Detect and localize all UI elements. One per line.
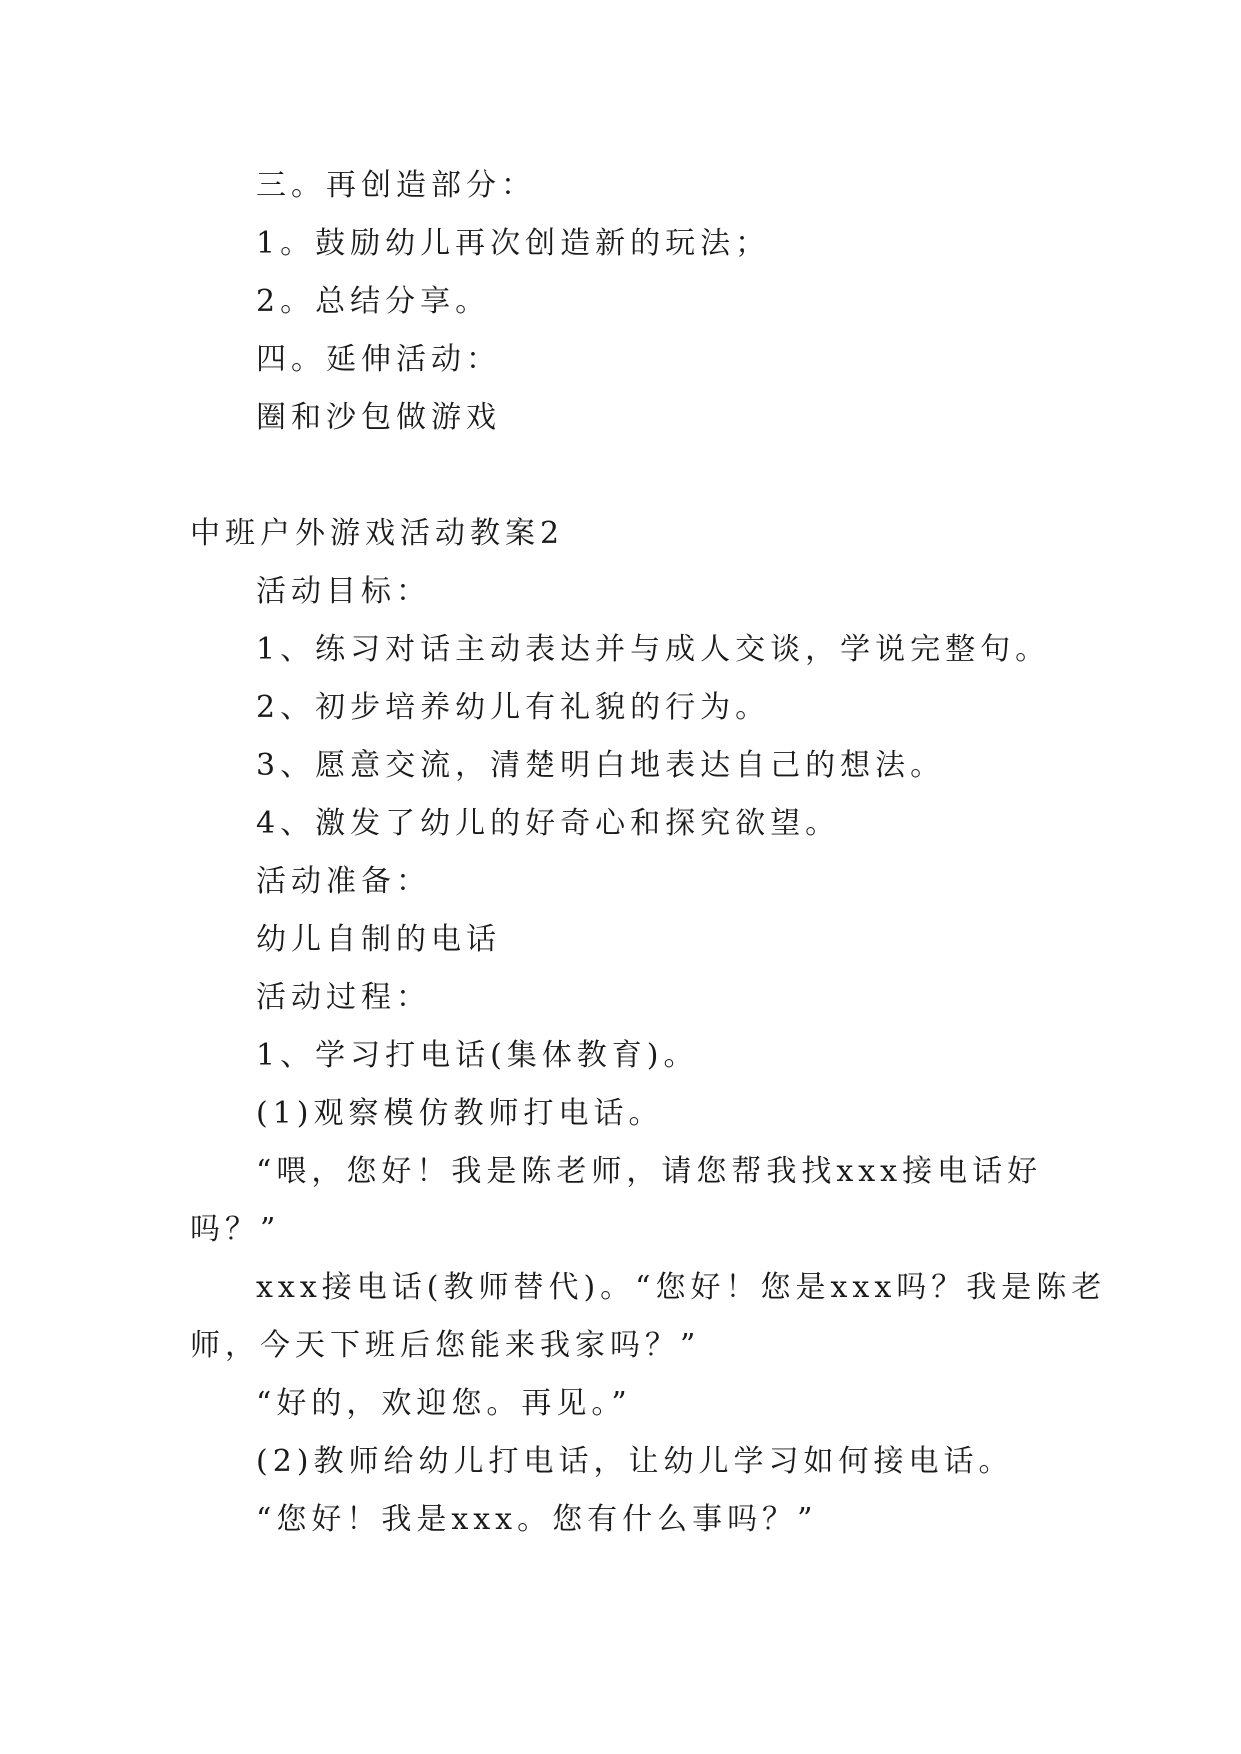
dialogue-line: xxx接电话(教师替代)。“您好！您是xxx吗？我是陈老 <box>256 1270 1107 1305</box>
section-heading-goals: 活动目标： <box>256 574 431 609</box>
list-item: (1)观察模仿教师打电话。 <box>256 1096 664 1131</box>
dialogue-line-continued: 吗？” <box>190 1212 281 1247</box>
section-heading-extension: 四。延伸活动： <box>256 342 501 377</box>
dialogue-line-continued: 师，今天下班后您能来我家吗？” <box>190 1328 701 1363</box>
paragraph: 圈和沙包做游戏 <box>256 400 501 435</box>
list-item: 2。总结分享。 <box>256 284 491 319</box>
list-item: 1、学习打电话(集体教育)。 <box>256 1038 699 1073</box>
list-item: 3、愿意交流，清楚明白地表达自己的想法。 <box>256 748 946 783</box>
list-item: 1、练习对话主动表达并与成人交谈，学说完整句。 <box>256 632 1051 667</box>
document-title: 中班户外游戏活动教案2 <box>190 516 565 551</box>
section-heading-process: 活动过程： <box>256 980 431 1015</box>
list-item: 4、激发了幼儿的好奇心和探究欲望。 <box>256 806 841 841</box>
section-heading-recreate: 三。再创造部分： <box>256 168 536 203</box>
list-item: 1。鼓励幼儿再次创造新的玩法； <box>256 226 771 261</box>
section-heading-preparation: 活动准备： <box>256 864 431 899</box>
list-item: 2、初步培养幼儿有礼貌的行为。 <box>256 690 771 725</box>
dialogue-line: “您好！我是xxx。您有什么事吗？” <box>256 1502 818 1537</box>
dialogue-line: “喂，您好！我是陈老师，请您帮我找xxx接电话好 <box>256 1154 1043 1189</box>
dialogue-line: “好的，欢迎您。再见。” <box>256 1386 632 1421</box>
paragraph: 幼儿自制的电话 <box>256 922 501 957</box>
list-item: (2)教师给幼儿打电话，让幼儿学习如何接电话。 <box>256 1444 1014 1479</box>
